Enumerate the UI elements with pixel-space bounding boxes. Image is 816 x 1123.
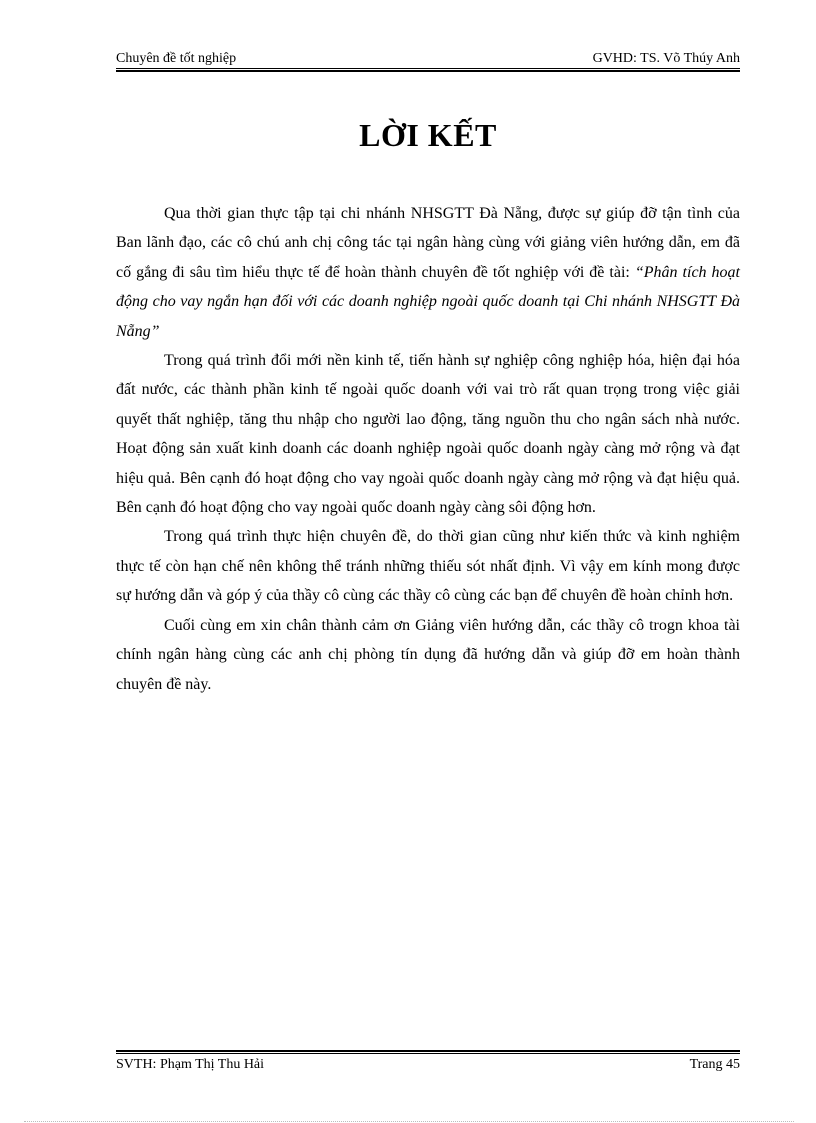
page-footer xyxy=(116,1056,740,1074)
paragraph-2: Trong quá trình đổi mới nền kinh tế, tiến hành sự nghiệp công nghiệp hóa, hiện đại hóa đất nước, các thành phần kinh tế ngoài quốc doanh với vai trò rất quan trọng trong việc giải quyết thất nghiệp, tăng thu nhập cho người lao động, tăng nguồn thu cho ngân sách nhà nước. Hoạt động sản xuất kinh doanh các doanh nghiệp ngoài quốc doanh ngày càng mở rộng và đạt hiệu quả. Bên cạnh đó hoạt động cho vay ngoài quốc doanh ngày càng mở rộng và đạt hiệu quả. Bên cạnh đó hoạt động cho vay ngoài quốc doanh ngày càng sôi động hơn. xyxy=(116,352,740,517)
page-title: LỜI KẾT xyxy=(359,117,497,153)
page-edge-line xyxy=(24,1121,794,1122)
footer-divider xyxy=(116,1050,740,1054)
footer-page-number: Trang 45 xyxy=(689,1057,740,1072)
header-divider xyxy=(116,68,740,72)
thesis-topic: “Phân tích hoạt động cho vay ngắn hạn đối với các doanh nghiệp ngoài quốc doanh tại Chi nhánh NHSGTT Đà Nẵng” xyxy=(116,263,741,340)
page-header xyxy=(116,50,740,68)
paragraph-4: Cuối cùng em xin chân thành cảm ơn Giảng viên hướng dẫn, các thầy cô trogn khoa tài chính ngân hàng cùng các anh chị phòng tín dụng đã hướng dẫn và giúp đỡ em hoàn thành chuyên đề này. xyxy=(116,616,740,693)
footer-student: SVTH: Phạm Thị Thu Hải xyxy=(116,1057,265,1072)
document-body xyxy=(116,199,740,699)
header-document-type: Chuyên đề tốt nghiệp xyxy=(116,51,237,66)
paragraph-1 xyxy=(116,199,740,346)
paragraph-3: Trong quá trình thực hiện chuyên đề, do thời gian cũng như kiến thức và kinh nghiệm thực tế còn hạn chế nên không thể tránh những thiếu sót nhất định. Vì vậy em kính mong được sự hướng dẫn và góp ý của thầy cô cùng các thầy cô cùng các bạn để chuyên đề hoàn chỉnh hơn. xyxy=(116,528,740,605)
header-advisor: GVHD: TS. Võ Thúy Anh xyxy=(592,51,740,66)
paragraph-1-text: Qua thời gian thực tập tại chi nhánh NHSGTT Đà Nẵng, được sự giúp đỡ tận tình của Ban lãnh đạo, các cô chú anh chị công tác tại ngân hàng cùng với giảng viên hướng dẫn, em đã cố gắng đi sâu tìm hiểu thực tế để hoàn thành chuyên đề tốt nghiệp với đề tài: xyxy=(116,205,740,281)
